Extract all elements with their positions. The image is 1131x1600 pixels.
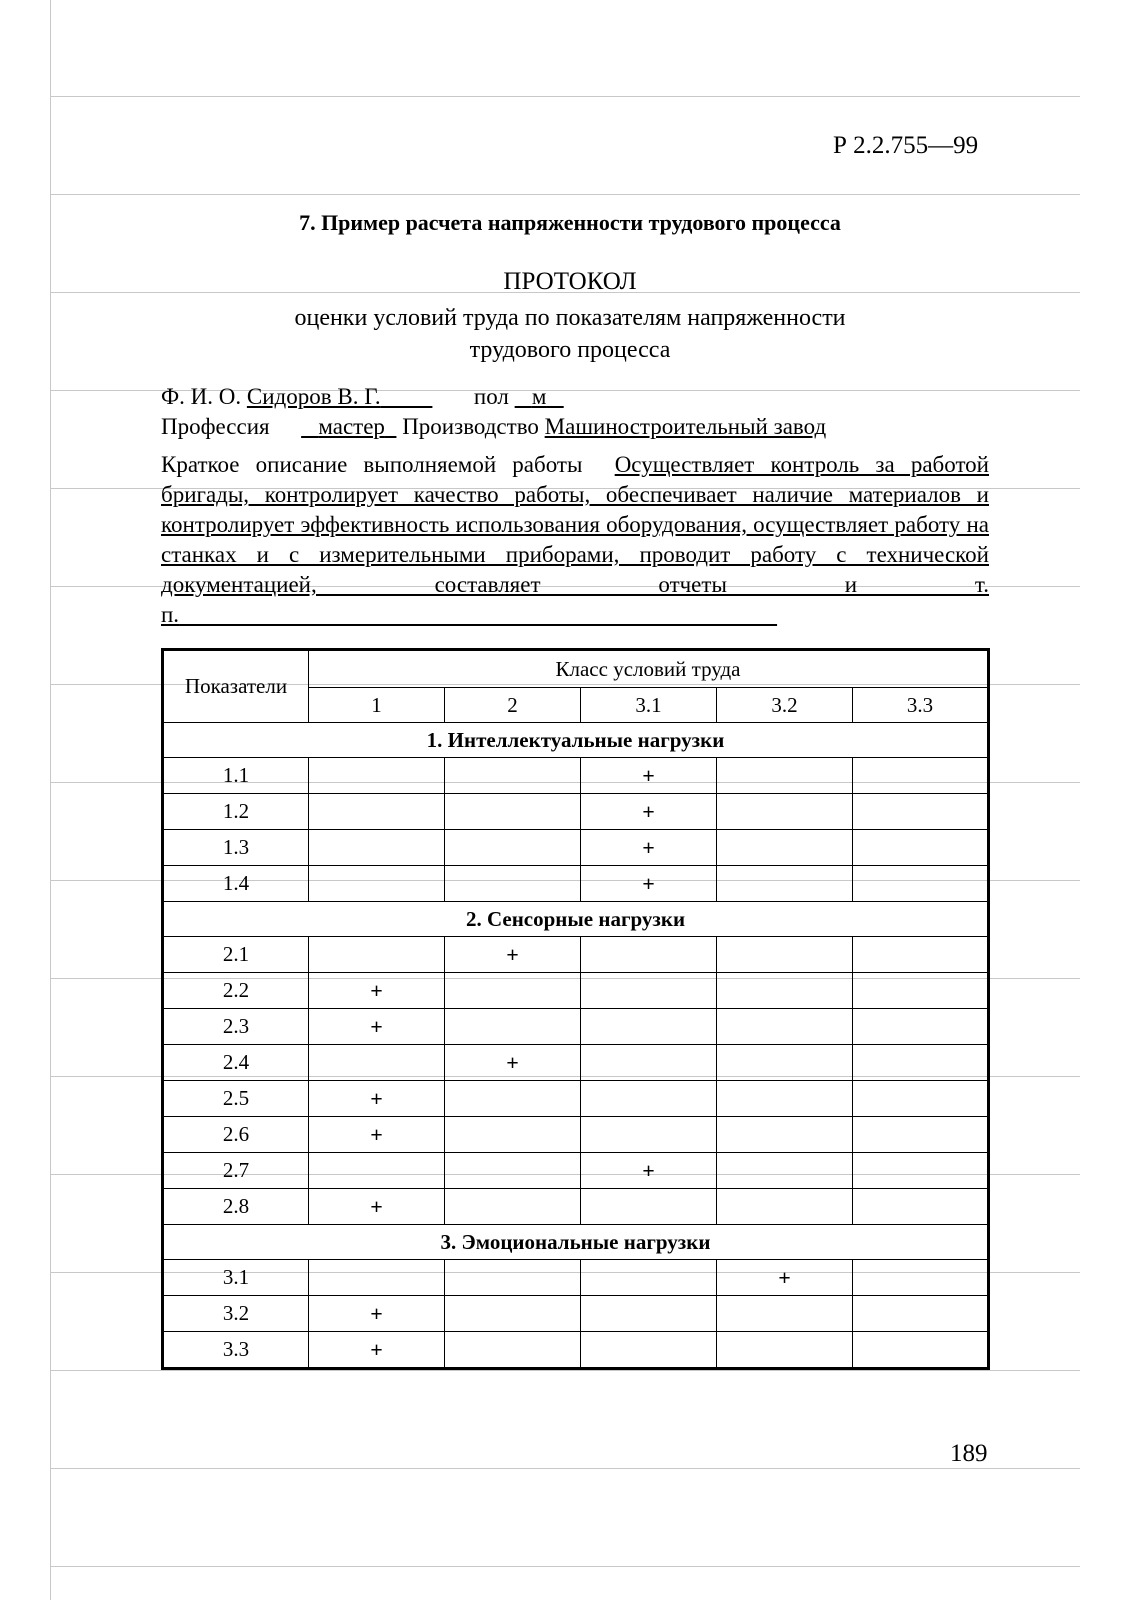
empty-cell xyxy=(309,830,445,866)
empty-cell xyxy=(853,937,989,973)
table-row xyxy=(163,1081,989,1117)
empty-cell xyxy=(581,1189,717,1225)
table-row xyxy=(163,1260,989,1296)
working-conditions-table xyxy=(161,648,990,1370)
empty-cell xyxy=(309,866,445,902)
class-mark: + xyxy=(309,1009,445,1045)
sex-value: м xyxy=(531,384,547,409)
class-mark: + xyxy=(717,1260,853,1296)
ruled-line xyxy=(50,1468,1080,1469)
fio-line xyxy=(161,384,564,410)
empty-cell xyxy=(717,1296,853,1332)
empty-cell xyxy=(717,794,853,830)
indicators-header: Показатели xyxy=(163,650,309,723)
empty-cell xyxy=(717,1117,853,1153)
empty-cell xyxy=(853,1045,989,1081)
protocol-subtitle xyxy=(160,302,980,366)
class-mark: + xyxy=(309,973,445,1009)
empty-cell xyxy=(717,937,853,973)
group-title: 3. Эмоциональные нагрузки xyxy=(163,1225,989,1260)
table-row xyxy=(163,1332,989,1369)
indicator-id: 1.4 xyxy=(163,866,309,902)
empty-cell xyxy=(717,973,853,1009)
table-row xyxy=(163,1153,989,1189)
empty-cell xyxy=(445,1117,581,1153)
empty-cell xyxy=(445,1296,581,1332)
ruled-line xyxy=(50,194,1080,195)
document-code: Р 2.2.755—99 xyxy=(833,132,979,159)
group-title: 2. Сенсорные нагрузки xyxy=(163,902,989,937)
profession-line xyxy=(161,414,826,440)
fio-label: Ф. И. О. xyxy=(161,384,242,409)
empty-cell xyxy=(445,1260,581,1296)
empty-cell xyxy=(445,830,581,866)
empty-cell xyxy=(581,1332,717,1369)
empty-cell xyxy=(717,830,853,866)
class-mark: + xyxy=(309,1189,445,1225)
class-mark: + xyxy=(309,1332,445,1369)
empty-cell xyxy=(853,973,989,1009)
class-column-header: 3.2 xyxy=(717,688,853,723)
group-row xyxy=(163,723,989,758)
indicator-id: 3.3 xyxy=(163,1332,309,1369)
empty-cell xyxy=(853,866,989,902)
indicator-id: 2.3 xyxy=(163,1009,309,1045)
empty-cell xyxy=(445,794,581,830)
class-mark: + xyxy=(581,830,717,866)
table-row xyxy=(163,758,989,794)
table-row xyxy=(163,794,989,830)
empty-cell xyxy=(853,1081,989,1117)
empty-cell xyxy=(853,830,989,866)
description-label: Краткое описание выполняемой работы xyxy=(161,452,583,477)
class-mark: + xyxy=(581,794,717,830)
empty-cell xyxy=(309,937,445,973)
profession-label: Профессия xyxy=(161,414,270,439)
empty-cell xyxy=(445,973,581,1009)
class-mark: + xyxy=(309,1081,445,1117)
empty-cell xyxy=(717,1189,853,1225)
indicator-id: 3.2 xyxy=(163,1296,309,1332)
empty-cell xyxy=(717,758,853,794)
empty-cell xyxy=(581,1081,717,1117)
indicator-id: 3.1 xyxy=(163,1260,309,1296)
class-header: Класс условий труда xyxy=(309,650,989,688)
table-row xyxy=(163,973,989,1009)
group-row xyxy=(163,1225,989,1260)
empty-cell xyxy=(853,758,989,794)
empty-cell xyxy=(581,973,717,1009)
class-column-header: 3.1 xyxy=(581,688,717,723)
page-number: 189 xyxy=(950,1440,988,1467)
section-title: 7. Пример расчета напряженности трудового процесса xyxy=(299,210,841,235)
empty-cell xyxy=(309,794,445,830)
group-title: 1. Интеллектуальные нагрузки xyxy=(163,723,989,758)
empty-cell xyxy=(717,1045,853,1081)
empty-cell xyxy=(581,937,717,973)
empty-cell xyxy=(853,1260,989,1296)
empty-cell xyxy=(445,1332,581,1369)
description-value: Осуществляет контроль за работой бригады, контролирует качество работы, обеспечивает наличие материалов и контролирует эффективность использования оборудования, осуществляет работу на станках и с измерительными приборами, проводит работу с технической документацией, составляет отчеты и т. п. xyxy=(161,452,989,627)
fio-value: Сидоров В. Г. xyxy=(246,384,381,409)
empty-cell xyxy=(309,758,445,794)
empty-cell xyxy=(581,1009,717,1045)
empty-cell xyxy=(717,866,853,902)
table-row xyxy=(163,1009,989,1045)
empty-cell xyxy=(853,1296,989,1332)
class-column-header: 1 xyxy=(309,688,445,723)
empty-cell xyxy=(853,1332,989,1369)
empty-cell xyxy=(309,1045,445,1081)
table-row xyxy=(163,1296,989,1332)
empty-cell xyxy=(853,1117,989,1153)
empty-cell xyxy=(717,1081,853,1117)
class-mark: + xyxy=(581,866,717,902)
protocol-subtitle-line2: трудового процесса xyxy=(469,337,671,363)
ruled-line xyxy=(50,96,1080,97)
empty-cell xyxy=(853,1009,989,1045)
empty-cell xyxy=(853,794,989,830)
table-row xyxy=(163,1117,989,1153)
table-row xyxy=(163,866,989,902)
indicator-id: 2.5 xyxy=(163,1081,309,1117)
profession-value: мастер xyxy=(318,414,385,439)
indicator-id: 2.7 xyxy=(163,1153,309,1189)
ruled-line xyxy=(50,1566,1080,1567)
indicator-id: 1.1 xyxy=(163,758,309,794)
class-column-header: 2 xyxy=(445,688,581,723)
empty-cell xyxy=(717,1332,853,1369)
class-mark: + xyxy=(309,1296,445,1332)
production-label: Производство xyxy=(402,414,539,439)
empty-cell xyxy=(853,1153,989,1189)
work-description xyxy=(161,450,989,630)
protocol-title: ПРОТОКОЛ xyxy=(503,268,637,295)
table-row xyxy=(163,1189,989,1225)
empty-cell xyxy=(581,1296,717,1332)
empty-cell xyxy=(445,1009,581,1045)
indicator-id: 2.6 xyxy=(163,1117,309,1153)
empty-cell xyxy=(445,1081,581,1117)
empty-cell xyxy=(445,1153,581,1189)
class-mark: + xyxy=(581,758,717,794)
empty-cell xyxy=(309,1260,445,1296)
empty-cell xyxy=(445,758,581,794)
class-mark: + xyxy=(445,1045,581,1081)
table-row xyxy=(163,937,989,973)
empty-cell xyxy=(717,1153,853,1189)
empty-cell xyxy=(445,866,581,902)
production-value: Машиностроительный завод xyxy=(544,414,827,439)
empty-cell xyxy=(581,1260,717,1296)
indicator-id: 2.1 xyxy=(163,937,309,973)
indicator-id: 2.8 xyxy=(163,1189,309,1225)
protocol-subtitle-line1: оценки условий труда по показателям напряженности xyxy=(294,305,846,331)
sex-label: пол xyxy=(473,384,509,409)
indicator-id: 2.4 xyxy=(163,1045,309,1081)
empty-cell xyxy=(445,1189,581,1225)
indicator-id: 1.2 xyxy=(163,794,309,830)
class-mark: + xyxy=(309,1117,445,1153)
class-mark: + xyxy=(581,1153,717,1189)
table-row xyxy=(163,830,989,866)
empty-cell xyxy=(581,1045,717,1081)
ruled-line xyxy=(50,1370,1080,1371)
empty-cell xyxy=(853,1189,989,1225)
empty-cell xyxy=(309,1153,445,1189)
indicator-id: 1.3 xyxy=(163,830,309,866)
group-row xyxy=(163,902,989,937)
indicator-id: 2.2 xyxy=(163,973,309,1009)
empty-cell xyxy=(717,1009,853,1045)
table-row xyxy=(163,1045,989,1081)
class-mark: + xyxy=(445,937,581,973)
class-column-header: 3.3 xyxy=(853,688,989,723)
page-margin-line xyxy=(50,0,51,1600)
empty-cell xyxy=(581,1117,717,1153)
